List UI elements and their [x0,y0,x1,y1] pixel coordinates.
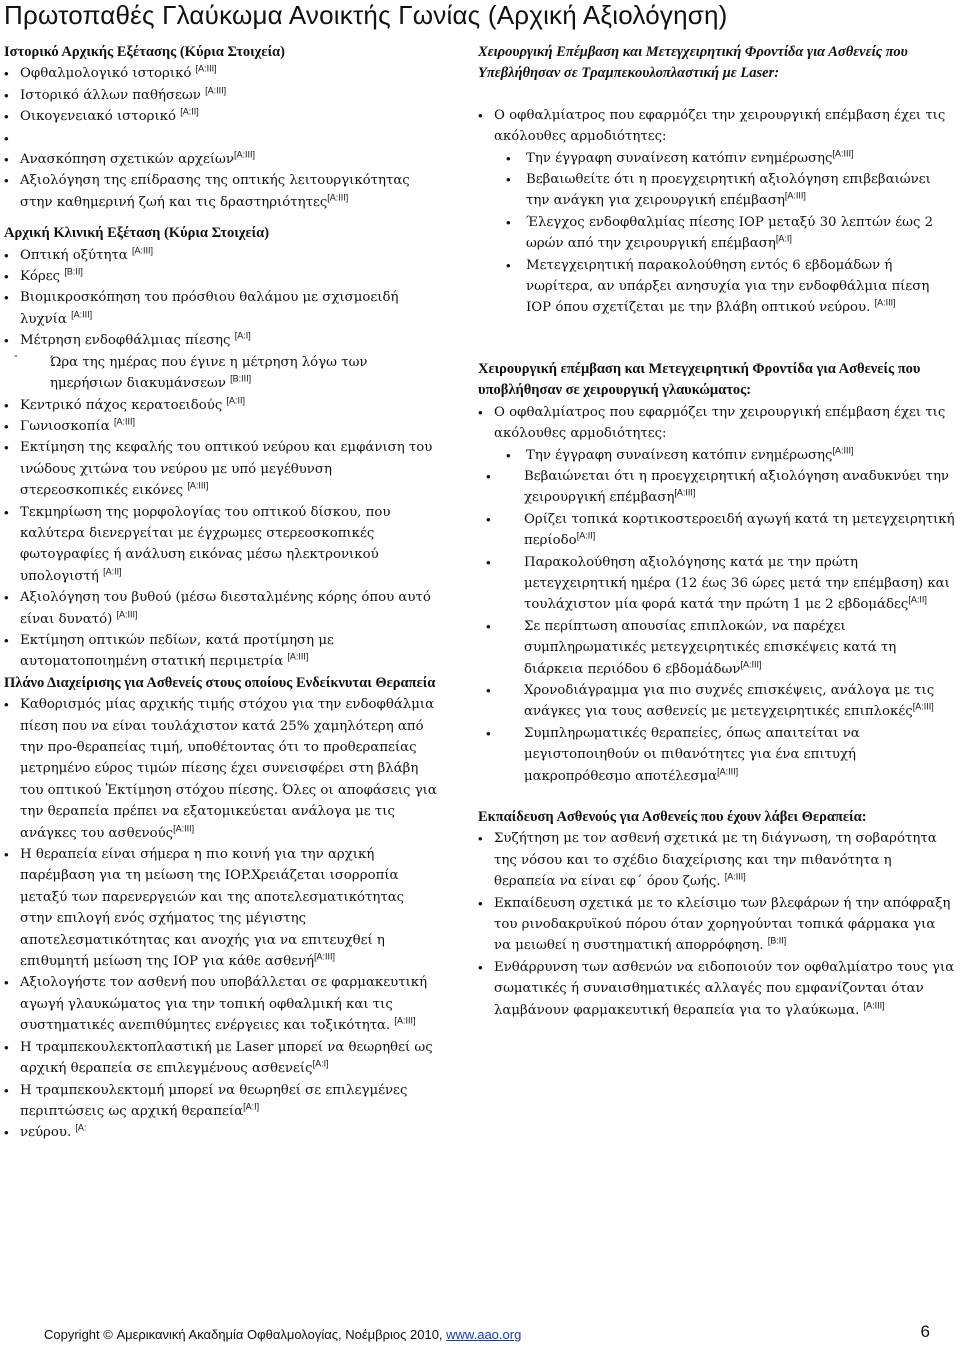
list-item: • Ιστορικό άλλων παθήσεων [A:III] [4,85,440,106]
left-column [4,42,440,1144]
page-title: Πρωτοπαθές Γλαύκωμα Ανοικτής Γωνίας (Αρχική Αξιολόγηση) [4,0,728,30]
exam-list [4,245,440,673]
list-item: • Η τραμπεκουλεκτομή μπορεί να θεωρηθεί σε επιλεγμένες περιπτώσεις ως αρχική θεραπεία[A:I] [4,1080,440,1123]
list-item: • Ανασκόπηση σχετικών αρχείων[A:III] [4,149,440,170]
list-item: • Η θεραπεία είναι σήμερα η πιο κοινή για την αρχική παρέμβαση για τη μείωση της IOP.Χρειάζεται ισορροπία μεταξύ των παρενεργειών και της αποτελεσματικότητας στην επιλογή ενός σχήματος της μέγιστης αποτελεσματικότητας και ανοχής για να επιτευχθεί η επιθυμητή μείωση της IOP για κάθε ασθενή[A:III] [4,844,440,972]
list-subitem: • Συμπληρωματικές θεραπείες, όπως απαιτείται να μεγιστοποιηθούν οι πιθανότητες για ένα επιτυχή μακροπρόθεσμο αποτέλεσμα[A:III] [478,723,956,787]
list-item: • νεύρου. $^{[A:}$ [4,1122,440,1143]
list-item: • Καθορισμός μίας αρχικής τιμής στόχου για την ενδοφθάλμια πίεση που να είναι τουλάχιστον κατά 25% χαμηλότερη από την προ-θεραπείας τιμή, υποθέτοντας ότι το προθεραπείας μετρημένο εύρος τιμών πίεσης έχει συνεισφέρει στη βλάβη του οπτικού Ἐκτίμηση στόχου πίεσης. Όλες οι αποφάσεις για την θεραπεία πρέπει να εξατομικεύεται ανάλογα με τις ανάγκες του ασθενούς[A:III] [4,694,440,844]
laser-list [478,105,956,319]
list-item: • Η τραμπεκουλεκτοπλαστική με Laser μπορεί να θεωρηθεί ως αρχική θεραπεία σε επιλεγμένους ασθενείς[A:I] [4,1037,440,1080]
plan-heading: Πλάνο Διαχείρισης για Ασθενείς στους οποίους Ενδείκνυται Θεραπεία [4,674,436,691]
list-item: • Οικογενειακό ιστορικό [A:II] [4,106,440,127]
list-subitem: • Την έγγραφη συναίνεση κατόπιν ενημέρωσης[A:III] [478,445,956,466]
list-subitem: • Ορίζει τοπικά κορτικοστεροειδή αγωγή κατά τη μετεγχειρητική περίοδο[A:II] [478,509,956,552]
list-subitem: • Μετεγχειρητική παρακολούθηση εντός 6 εβδομάδων ή νωρίτερα, αν υπάρξει ανησυχία για την ενδοφθάλμια πίεση IOP όπου σχετίζεται με την βλάβη οπτικού νεύρου. [A:III] [478,255,956,319]
list-subitem: • Παρακολούθηση αξιολόγησης κατά με την πρώτη μετεγχειρητική ημέρα (12 έως 36 ώρες μετά την επέμβαση) και τουλάχιστον μία φορά κατά την πρώτη 1 με 2 εβδομάδες[A:II] [478,552,956,616]
list-item: • Εκπαίδευση σχετικά με το κλείσιμο των βλεφάρων ή την απόφραξη του ρινοδακρυϊκού πόρου όταν χορηγούνται τοπικά φάρμακα για να μειωθεί η συστηματική απορρόφηση. [B:II] [478,893,956,957]
list-item: • Αξιολογήστε τον ασθενή που υποβάλλεται σε φαρμακευτική αγωγή γλαυκώματος για την τοπική οφθαλμική και τις συστηματικές ανεπιθύμητες ενέργειες και τοξικότητα. [A:III] [4,972,440,1036]
education-heading: Εκπαίδευση Ασθενούς για Ασθενείς που έχουν λάβει Θεραπεία: [478,809,867,825]
list-item: • Κεντρικό πάχος κερατοειδούς [A:II] [4,395,440,416]
list-subitem: • Έλεγχος ενδοφθαλμίας πίεσης IOP μεταξύ 30 λεπτών έως 2 ωρών από την χειρουργική επέμβαση[A:I] [478,212,956,255]
surgery-list [478,402,956,787]
list-subitem: • Σε περίπτωση απουσίας επιπλοκών, να παρέχει συμπληρωματικές μετεγχειρητικές επισκέψεις κατά τη διάρκεια περιόδου 6 εβδομάδων[A:III] [478,616,956,680]
surgery-heading: Χειρουργική επέμβαση και Μετεγχειρητική Φροντίδα για Ασθενείς που υποβλήθησαν σε χειρουργική γλαυκώματος: [478,360,921,399]
list-item: • Βιομικροσκόπηση του πρόσθιου θαλάμου με σχισμοειδή λυχνία [A:III] [4,287,440,330]
list-item: • Μέτρηση ενδοφθάλμιας πίεσης [A:I] [4,330,440,351]
page-number: 6 [920,1322,930,1341]
history-heading: Ιστορικό Αρχικής Εξέτασης (Κύρια Στοιχεία) [4,44,285,60]
list-item: • Ο οφθαλμίατρος που εφαρμόζει την χειρουργική επέμβαση έχει τις ακόλουθες αρμοδιότητες: [478,402,956,445]
list-item: • Ο οφθαλμίατρος που εφαρμόζει την χειρουργική επέμβαση έχει τις ακόλουθες αρμοδιότητες: [478,105,956,148]
list-item: • Γωνιοσκοπία [A:III] [4,416,440,437]
education-list [478,828,956,1021]
list-item: • Εκτίμηση της κεφαλής του οπτικού νεύρου και εμφάνιση του ινώδους χιτώνα του νεύρου με υπό μεγέθυνση στερεοσκοπικές εικόνες [A:III] [4,437,440,501]
list-subitem: - Ώρα της ημέρας που έγινε η μέτρηση λόγω των ημερήσιων διακυμάνσεων [B:III] [4,352,440,395]
laser-heading: Χειρουργική Επέμβαση και Μετεγχειρητική Φροντίδα για Ασθενείς που Υπεβλήθησαν σε Τραμπεκουλοπλαστική με Laser: [478,44,908,82]
right-column [478,42,956,1021]
plan-list [4,694,440,1144]
list-item: • Κόρες [B:II] [4,266,440,287]
list-item: • Τεκμηρίωση της μορφολογίας του οπτικού δίσκου, που καλύτερα διενεργείται με έγχρωμες στερεοσκοπικές φωτογραφίες ή ανάλυση εικόνας μέσω ηλεκτρονικού υπολογιστή [A:II] [4,502,440,588]
list-subitem: • Βεβαιώνεται ότι η προεγχειρητική αξιολόγηση αναδυκνύει την χειρουργική επέμβαση[A:III] [478,466,956,509]
list-item: • Οφθαλμολογικό ιστορικό [A:III] [4,63,440,84]
website-link[interactable]: www.aao.org [446,1327,522,1342]
list-subitem: • Βεβαιωθείτε ότι η προεγχειρητική αξιολόγηση επιβεβαιώνει την ανάγκη για χειρουργική επέμβαση[A:III] [478,169,956,212]
list-item: • Αξιολόγηση της επίδρασης της οπτικής λειτουργικότητας στην καθημερινή ζωή και τις δραστηριότητες[A:III] [4,170,440,213]
list-subitem: • Την έγγραφη συναίνεση κατόπιν ενημέρωσης[A:III] [478,148,956,169]
list-item: • Οπτική οξύτητα [A:III] [4,245,440,266]
list-item: • Συζήτηση με τον ασθενή σχετικά με τη διάγνωση, τη σοβαρότητα της νόσου και το σχέδιο διαχείρισης και την πιθανότητα η θεραπεία να είναι εφ΄ όρου ζωής. [A:III] [478,828,956,892]
list-item: • Αξιολόγηση του βυθού (μέσω διεσταλμένης κόρης όπου αυτό είναι δυνατό) [A:III] [4,587,440,630]
exam-heading: Αρχική Κλινική Εξέταση (Κύρια Στοιχεία) [4,225,270,242]
history-list [4,63,440,213]
list-item: • Εκτίμηση οπτικών πεδίων, κατά προτίμηση με αυτοματοποιημένη στατική περιμετρία [A:III] [4,630,440,673]
list-item [4,128,440,149]
page-footer [44,1322,940,1343]
list-item: • Ενθάρρυνση των ασθενών να ειδοποιούν τον οφθαλμίατρο τους για σωματικές ή συναισθηματικές αλλαγές που εμφανίζονται όταν λαμβάνουν φαρμακευτική θεραπεία για το γλαύκωμα. [A:III] [478,957,956,1021]
copyright-text: Copyright © Αμερικανική Ακαδημία Οφθαλμολογίας, Νοέμβριος 2010, [44,1327,447,1342]
list-subitem: • Χρονοδιάγραμμα για πιο συχνές επισκέψεις, ανάλογα με τις ανάγκες για τους ασθενείς με μετεγχειρητικές επιπλοκές[A:III] [478,680,956,723]
